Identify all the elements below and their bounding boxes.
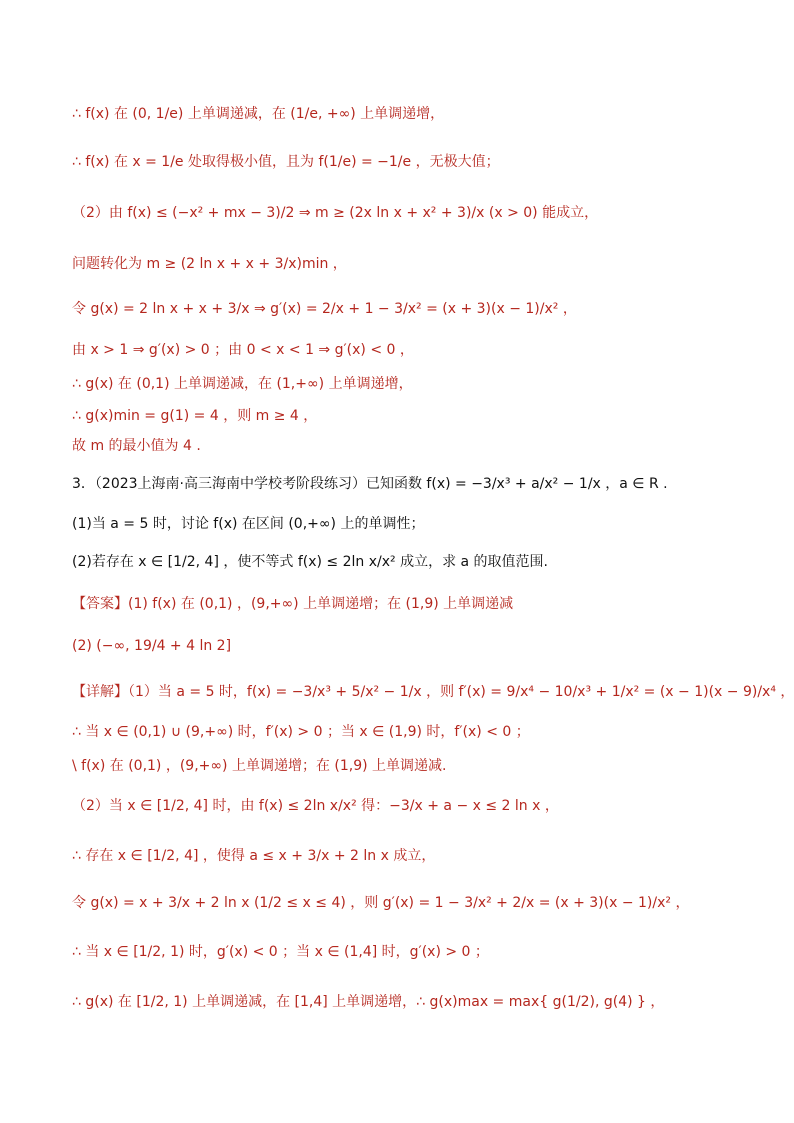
text-line-4: 问题转化为 m ≥ (2 ln x + x + 3/x)min ， xyxy=(72,256,347,272)
text-line-5: 令 g(x) = 2 ln x + x + 3/x ⇒ g′(x) = 2/x + 1 − 3/x² = (x + 3)(x − 1)/x² ， xyxy=(72,301,577,317)
detail-line-7: ∴ 当 x ∈ [1/2, 1) 时，g′(x) < 0 ；当 x ∈ (1,4] 时，g′(x) > 0 ； xyxy=(72,944,489,960)
detail-line-8: ∴ g(x) 在 [1/2, 1) 上单调递减，在 [1,4] 上单调递增，∴ g(x)max = max{ g(1/2), g(4) } ， xyxy=(72,994,665,1010)
text-line-3: （2）由 f(x) ≤ (−x² + mx − 3)/2 ⇒ m ≥ (2x ln x + x² + 3)/x (x > 0) 能成立， xyxy=(72,205,599,221)
answer-line-2: (2) (−∞, 19/4 + 4 ln 2] xyxy=(72,638,232,654)
text-line-2: ∴ f(x) 在 x = 1/e 处取得极小值，且为 f(1/e) = −1/e ，无极大值； xyxy=(72,154,500,170)
detail-line-6: 令 g(x) = x + 3/x + 2 ln x (1/2 ≤ x ≤ 4) ，则 g′(x) = 1 − 3/x² + 2/x = (x + 3)(x − 1)/x² ， xyxy=(72,895,690,911)
question-part-1: (1)当 a = 5 时，讨论 f(x) 在区间 (0,+∞) 上的单调性； xyxy=(72,516,425,532)
text-line-7: ∴ g(x) 在 (0,1) 上单调递减，在 (1,+∞) 上单调递增， xyxy=(72,376,413,392)
detail-line-2: ∴ 当 x ∈ (0,1) ∪ (9,+∞) 时，f′(x) > 0 ；当 x ∈ (1,9) 时，f′(x) < 0 ； xyxy=(72,724,530,740)
detail-line-4: （2）当 x ∈ [1/2, 4] 时，由 f(x) ≤ 2ln x/x² 得：−3/x + a − x ≤ 2 ln x ， xyxy=(72,798,559,814)
text-line-1: ∴ f(x) 在 (0, 1/e) 上单调递减，在 (1/e, +∞) 上单调递增， xyxy=(72,106,445,122)
detail-line-1: 【详解】（1）当 a = 5 时，f(x) = −3/x³ + 5/x² − 1/x ，则 f′(x) = 9/x⁴ − 10/x³ + 1/x² = (x − 1)(x − 9)/x⁴ ， xyxy=(72,684,794,700)
detail-line-3: \ f(x) 在 (0,1) ，(9,+∞) 上单调递增；在 (1,9) 上单调递减. xyxy=(72,758,447,774)
question-part-2: (2)若存在 x ∈ [1/2, 4] ，使不等式 f(x) ≤ 2ln x/x² 成立，求 a 的取值范围. xyxy=(72,554,548,570)
detail-line-5: ∴ 存在 x ∈ [1/2, 4] ，使得 a ≤ x + 3/x + 2 ln x 成立， xyxy=(72,848,436,864)
answer-line-1: 【答案】(1) f(x) 在 (0,1) ，(9,+∞) 上单调递增；在 (1,9) 上单调递减 xyxy=(72,596,514,612)
text-line-9: 故 m 的最小值为 4 . xyxy=(72,438,201,454)
text-line-8: ∴ g(x)min = g(1) = 4 ，则 m ≥ 4 ， xyxy=(72,408,318,424)
question-title: 3．（2023上海南·高三海南中学校考阶段练习）已知函数 f(x) = −3/x³ + a/x² − 1/x ，a ∈ R . xyxy=(72,476,668,492)
text-line-6: 由 x > 1 ⇒ g′(x) > 0 ；由 0 < x < 1 ⇒ g′(x) < 0 ， xyxy=(72,342,414,358)
